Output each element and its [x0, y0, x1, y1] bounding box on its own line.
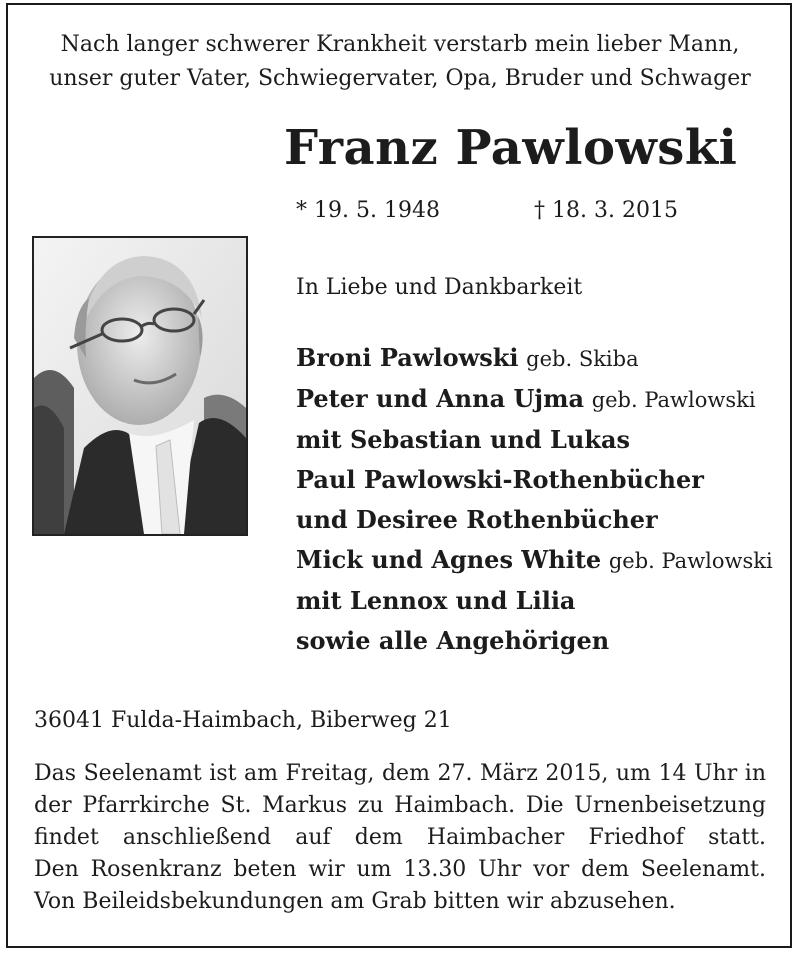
- intro-line: unser guter Vater, Schwiegervater, Opa, Bruder und Schwager: [49, 66, 751, 91]
- family-member: [296, 460, 773, 500]
- family-member-note: geb. Skiba: [526, 347, 639, 371]
- notice-line: Von Beileidsbekundungen am Grab bitten wir abzusehen.: [34, 889, 676, 914]
- family-member: [296, 420, 773, 460]
- dedication-text: In Liebe und Dankbarkeit: [296, 275, 583, 300]
- family-member: [296, 338, 773, 379]
- family-list: [296, 338, 773, 661]
- family-member: [296, 500, 773, 540]
- notice-line: der Pfarrkirche St. Markus zu Haimbach. Die Urnenbeisetzung: [34, 793, 766, 818]
- family-member-name: Broni Pawlowski: [296, 343, 519, 372]
- portrait-photo: [32, 236, 248, 536]
- birth-date: * 19. 5. 1948: [296, 198, 440, 223]
- address: 36041 Fulda-Haimbach, Biberweg 21: [34, 708, 452, 733]
- family-member-name: Mick und Agnes White: [296, 545, 602, 574]
- family-member: [296, 379, 773, 420]
- family-member-note: geb. Pawlowski: [608, 549, 773, 573]
- notice-line: findet anschließend auf dem Haimbacher Friedhof statt.: [34, 825, 766, 850]
- notice-line: Das Seelenamt ist am Freitag, dem 27. März 2015, um 14 Uhr in: [34, 761, 766, 786]
- family-member: [296, 540, 773, 581]
- family-member: [296, 581, 773, 621]
- deceased-name: Franz Pawlowski: [284, 120, 738, 176]
- family-member-name: mit Lennox und Lilia: [296, 586, 576, 615]
- family-member: [296, 621, 773, 661]
- notice-line: Den Rosenkranz beten wir um 13.30 Uhr vor dem Seelenamt.: [34, 857, 766, 882]
- family-member-name: und Desiree Rothenbücher: [296, 505, 658, 534]
- portrait-icon: [34, 238, 246, 534]
- family-member-name: sowie alle Angehörigen: [296, 626, 610, 655]
- intro-line: Nach langer schwerer Krankheit verstarb mein lieber Mann,: [60, 32, 740, 57]
- family-member-name: mit Sebastian und Lukas: [296, 425, 631, 454]
- family-member-name: Paul Pawlowski-Rothenbücher: [296, 465, 704, 494]
- family-member-name: Peter und Anna Ujma: [296, 384, 585, 413]
- intro-text: [0, 28, 800, 96]
- family-member-note: geb. Pawlowski: [591, 388, 756, 412]
- funeral-notice: [34, 758, 766, 918]
- death-date: † 18. 3. 2015: [534, 198, 678, 223]
